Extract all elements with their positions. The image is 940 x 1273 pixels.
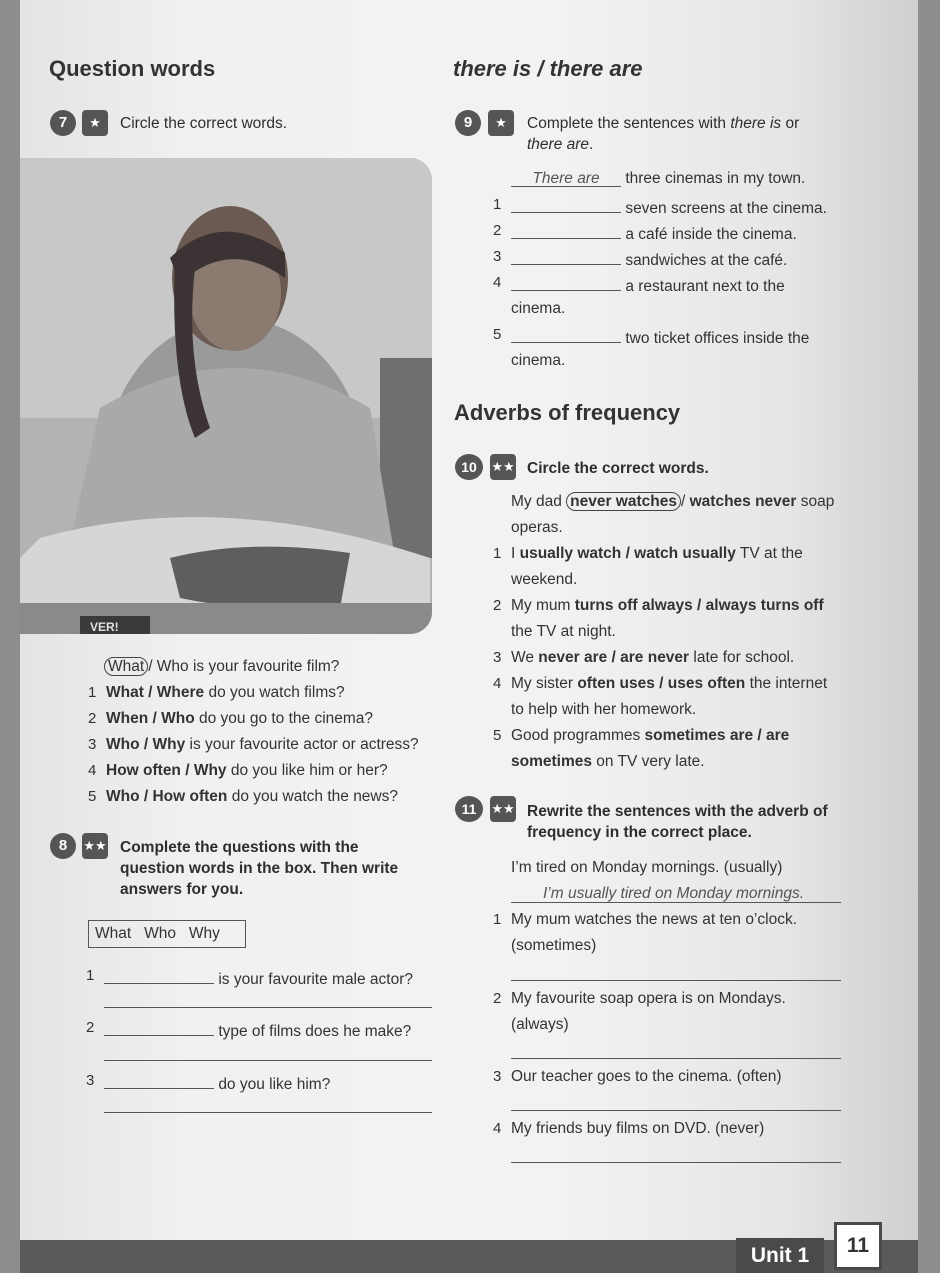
ex9-item-4-number: 4 (493, 274, 502, 291)
page-number: 11 (834, 1222, 882, 1270)
ex7-item-2 (106, 710, 373, 728)
ex7-item-3 (106, 736, 419, 754)
ex10-item-1 (511, 545, 803, 563)
unit-label: Unit 1 (736, 1238, 824, 1273)
ex7-item-1-number: 1 (88, 684, 97, 701)
ex7-item-4-number: 4 (88, 762, 97, 779)
ex10-item-4-c: the internet (745, 675, 828, 692)
ex9-item-1-rest: seven screens at the cinema. (625, 200, 827, 217)
star-icon: ★★ (490, 454, 516, 480)
ex9-item-5-cont: cinema. (511, 352, 566, 369)
ex11-item-1: My mum watches the news at ten o’clock. (511, 911, 798, 928)
ex9-item-5-rest: two ticket offices inside the (625, 330, 810, 347)
ex7-item-4-rest: do you like him or her? (226, 762, 388, 779)
ex8-answer-line-3[interactable] (104, 1112, 432, 1113)
ex8-item-2 (104, 1019, 411, 1041)
exercise-8-number: 8 (50, 833, 76, 859)
ex7-item-1-choice: What / Where (106, 684, 205, 701)
ex7-item-4-choice: How often / Why (106, 762, 227, 779)
ex11-item-4-number: 4 (493, 1120, 502, 1137)
ex10-item-1-a: I (511, 545, 520, 562)
ex10-item-1-c: TV at the (735, 545, 803, 562)
ex11-answer-line-3[interactable] (511, 1110, 841, 1111)
ex10-item-2-choice: turns off always / always turns off (574, 597, 824, 614)
ex9-item-5 (511, 326, 809, 348)
ex8-item-2-rest: type of films does he make? (218, 1023, 412, 1040)
ex9-item-2-blank[interactable] (511, 222, 621, 239)
girl-reading-photo (20, 158, 432, 634)
ex10-item-2-cont: the TV at night. (511, 623, 616, 640)
ex7-item-5 (106, 788, 398, 806)
ex11-answer-line-4[interactable] (511, 1162, 841, 1163)
ex7-example-rest: / Who is your favourite film? (148, 658, 340, 675)
ex10-item-4-cont: to help with her homework. (511, 701, 697, 718)
ex9-item-5-number: 5 (493, 326, 502, 343)
ex11-item-4: My friends buy films on DVD. (never) (511, 1120, 765, 1137)
ex11-item-2: My favourite soap opera is on Mondays. (511, 990, 786, 1007)
ex9-instr-b: there is (730, 115, 782, 132)
ex10-example (511, 493, 834, 511)
exercise-10-instruction: Circle the correct words. (527, 460, 709, 477)
ex10-item-3-c: late for school. (689, 649, 795, 666)
ex9-item-4-blank[interactable] (511, 274, 621, 291)
ex10-item-5-a: Good programmes (511, 727, 645, 744)
ex7-item-5-rest: do you watch the news? (227, 788, 398, 805)
ex7-item-2-rest: do you go to the cinema? (194, 710, 374, 727)
ex10-example-a: My dad (511, 493, 567, 510)
ex9-instr-d: there are (527, 136, 590, 153)
exercise-9-number: 9 (455, 110, 481, 136)
ex10-item-5-cont-bold: sometimes (511, 753, 592, 770)
star-icon: ★★ (490, 796, 516, 822)
ex10-item-5 (511, 727, 789, 745)
workbook-page (20, 0, 918, 1273)
ex10-example-bold: watches never (689, 493, 797, 510)
ex9-item-1-number: 1 (493, 196, 502, 213)
ex10-item-3 (511, 649, 794, 667)
ex10-item-4 (511, 675, 827, 693)
ex11-item-1-number: 1 (493, 911, 502, 928)
ex7-item-2-choice: When / Who (106, 710, 195, 727)
ex9-item-2-number: 2 (493, 222, 502, 239)
ex10-item-5-cont (511, 753, 705, 771)
ex7-item-3-rest: is your favourite actor or actress? (185, 736, 419, 753)
ex10-item-4-number: 4 (493, 675, 502, 692)
ex9-item-1 (511, 196, 827, 218)
ex10-item-4-choice: often uses / uses often (577, 675, 746, 692)
ex11-item-2-cont: (always) (511, 1016, 569, 1033)
ex7-example (104, 658, 339, 676)
ex8-item-3-rest: do you like him? (218, 1076, 331, 1093)
ex9-item-1-blank[interactable] (511, 196, 621, 213)
ex7-item-5-choice: Who / How often (106, 788, 228, 805)
star-icon: ★ (488, 110, 514, 136)
ex9-item-3-number: 3 (493, 248, 502, 265)
exercise-7-instruction: Circle the correct words. (120, 115, 288, 132)
ex10-example-circled: never watches (566, 492, 681, 511)
ex11-answer-line-2[interactable] (511, 1058, 841, 1059)
ex10-example-cont: operas. (511, 519, 563, 536)
ex8-item-3-number: 3 (86, 1072, 95, 1089)
ex7-item-3-choice: Who / Why (106, 736, 186, 753)
ex11-example-answer: I’m usually tired on Monday mornings. (543, 885, 805, 902)
ex8-item-1-rest: is your favourite male actor? (218, 971, 414, 988)
ex8-item-3 (104, 1072, 330, 1094)
ex10-item-1-choice: usually watch / watch usually (519, 545, 736, 562)
ex11-example: I’m tired on Monday mornings. (usually) (511, 859, 783, 876)
ex7-item-5-number: 5 (88, 788, 97, 805)
star-icon: ★★ (82, 833, 108, 859)
ex11-item-3-number: 3 (493, 1068, 502, 1085)
ex9-item-3 (511, 248, 787, 270)
exercise-11-instruction: Rewrite the sentences with the adverb of frequency in the correct place. (527, 803, 828, 841)
ex10-item-4-a: My sister (511, 675, 578, 692)
ex11-item-3: Our teacher goes to the cinema. (often) (511, 1068, 782, 1085)
ex7-item-1 (106, 684, 345, 702)
ex9-item-5-blank[interactable] (511, 326, 621, 343)
ex10-item-5-number: 5 (493, 727, 502, 744)
ex10-item-5-choice: sometimes are / are (644, 727, 790, 744)
exercise-10-number: 10 (455, 454, 483, 480)
ex8-answer-line-1[interactable] (104, 1007, 432, 1008)
ex11-item-2-number: 2 (493, 990, 502, 1007)
ex8-item-2-blank[interactable] (104, 1019, 214, 1036)
ex8-answer-line-2[interactable] (104, 1060, 432, 1061)
ex10-item-3-number: 3 (493, 649, 502, 666)
heading-question-words: Question words (49, 56, 216, 81)
ex9-instr-a: Complete the sentences with (527, 115, 731, 132)
ex9-item-3-rest: sandwiches at the café. (625, 252, 788, 269)
ex11-item-1-cont: (sometimes) (511, 937, 597, 954)
photo-illustration (20, 158, 432, 634)
ex7-example-circled: What (104, 657, 148, 676)
ex9-item-2 (511, 222, 797, 244)
ex10-item-1-cont: weekend. (511, 571, 578, 588)
ex10-item-3-choice: never are / are never (538, 649, 690, 666)
exercise-7-number: 7 (50, 110, 76, 136)
ex10-item-2 (511, 597, 824, 615)
ex9-item-3-blank[interactable] (511, 248, 621, 265)
ex9-instr-c: or (781, 115, 800, 132)
ex10-item-5-cont-rest: on TV very late. (591, 753, 705, 770)
ex9-item-4 (511, 274, 785, 296)
ex9-example (511, 170, 805, 188)
ex7-item-4 (106, 762, 388, 780)
ex7-item-3-number: 3 (88, 736, 97, 753)
heading-adverbs-of-frequency: Adverbs of frequency (454, 400, 681, 425)
ex9-instr-e: . (589, 136, 594, 153)
ex7-item-1-rest: do you watch films? (204, 684, 345, 701)
photo-caption: VER! (90, 620, 119, 634)
question-words-box: What Who Why (88, 920, 246, 948)
ex10-item-3-a: We (511, 649, 539, 666)
ex8-item-1-blank[interactable] (104, 967, 214, 984)
ex11-example-answer-line (511, 902, 841, 903)
ex9-item-2-rest: a café inside the cinema. (625, 226, 797, 243)
heading-there-is-there-are: there is / there are (453, 56, 643, 81)
ex7-item-2-number: 2 (88, 710, 97, 727)
exercise-11-number: 11 (455, 796, 483, 822)
ex8-item-2-number: 2 (86, 1019, 95, 1036)
star-icon: ★ (82, 110, 108, 136)
ex9-example-answer: There are (511, 170, 621, 187)
ex8-item-3-blank[interactable] (104, 1072, 214, 1089)
exercise-9-instruction (527, 113, 827, 155)
ex10-item-2-number: 2 (493, 597, 502, 614)
ex10-example-c: soap (796, 493, 835, 510)
exercise-8-instruction: Complete the questions with the question words in the box. Then write answers for you. (120, 839, 399, 898)
ex8-item-1-number: 1 (86, 967, 95, 984)
ex9-example-rest: three cinemas in my town. (625, 170, 806, 187)
ex9-item-4-rest: a restaurant next to the (625, 278, 785, 295)
ex8-item-1 (104, 967, 413, 989)
ex10-example-b: / (680, 493, 690, 510)
ex10-item-1-number: 1 (493, 545, 502, 562)
ex9-item-4-cont: cinema. (511, 300, 566, 317)
ex10-item-2-a: My mum (511, 597, 575, 614)
ex11-answer-line-1[interactable] (511, 980, 841, 981)
